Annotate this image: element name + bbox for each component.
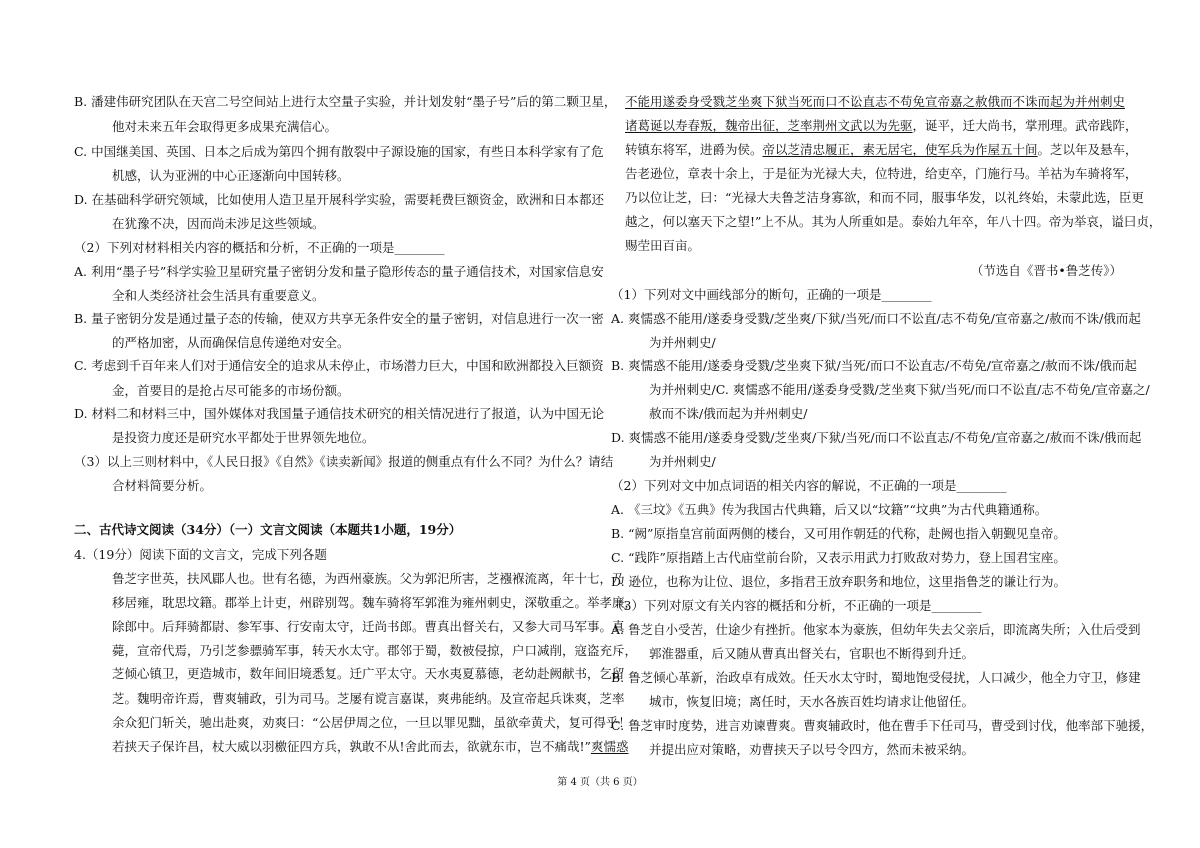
passage-line xyxy=(625,118,1138,134)
text-line: 全和人类经济社会生活具有重要意义。 xyxy=(112,288,325,303)
option-line: B. 爽懦惑不能用/遂委身受戮/芝坐爽下狱/当死/而口不讼直志/不苟免/宣帝嘉之/赦而不诛/俄而起 xyxy=(611,358,1137,373)
passage-line: 芝倾心镇卫，更造城市，数年间旧境悉复。迁广平太守。天水夷夏慕德，老幼赴阙献书，乞留 xyxy=(112,666,625,681)
option-line: 为并州刺史/ xyxy=(649,454,716,469)
text-line: 金，首要目的是抢占尽可能多的市场份额。 xyxy=(112,383,350,398)
option-line: 城市，恢复旧境；离任时，天水各族百姓均请求让他留任。 xyxy=(649,694,975,709)
text-line: D. 在基础科学研究领域，比如使用人造卫星开展科学实验，需要耗费巨额资金，欧洲和日本都还 xyxy=(74,192,605,207)
text-line: A. 利用“墨子号”科学实验卫星研究量子密钥分发和量子隐形传态的量子通信技术，对国家信息安 xyxy=(74,264,604,279)
passage-line: 移居雍，耽思坟籍。郡举上计吏，州辟别驾。魏车骑将军郭淮为雍州刺史，深敬重之。举孝廉， xyxy=(112,595,638,610)
passage-line xyxy=(625,142,1138,158)
passage-line: 余众犯门斩关，驰出赴爽，劝爽曰：“公居伊周之位，一旦以罪见黜，虽欲牵黄犬，复可得乎！ xyxy=(112,715,631,730)
text-line: B. 量子密钥分发是通过量子态的传输，使双方共享无条件安全的量子密钥，对信息进行一次一密 xyxy=(74,311,604,326)
text-line: 在犹豫不决，因而尚未涉足这些领域。 xyxy=(112,216,325,231)
underlined-text: 帝以芝清忠履正，素无居宅，使军兵为作屋五十间 xyxy=(762,142,1038,157)
question-prompt: （1）下列对文中画线部分的断句，正确的一项是________ xyxy=(611,287,932,302)
passage-text: 转镇东将军，进爵为侯。 xyxy=(625,142,763,157)
text-line: 机感，认为亚洲的中心正逐渐向中国转移。 xyxy=(112,168,350,183)
option-line: B. 鲁芝倾心革新，治政卓有成效。任天水太守时，蜀地饱受侵扰，人口减少，他全力守卫，修建 xyxy=(611,670,1141,685)
underlined-passage-line: 不能用遂委身受戮芝坐爽下狱当死而口不讼直志不苟免宣帝嘉之赦俄而不诛而起为并州刺史 xyxy=(625,94,1126,109)
text-line: 的严格加密，从而确保信息传递绝对安全。 xyxy=(112,335,350,350)
question-prompt: （3）下列对原文有关内容的概括和分析，不正确的一项是________ xyxy=(611,598,982,613)
option-line: 赦而不诛/俄而起为并州刺史/ xyxy=(649,406,808,421)
passage-line: 乃以位让芝，曰：“光禄大夫鲁芝洁身寡欲，和而不同，服事华发，以礼终始，未蒙此选，臣更 xyxy=(625,190,1144,205)
question-prompt: （3）以上三则材料中，《人民日报》《自然》《读卖新闻》报道的侧重点有什么不同？为什么？请结 xyxy=(74,454,614,469)
text-line: 合材料简要分析。 xyxy=(112,478,213,493)
text-line: B. 潘建伟研究团队在天宫二号空间站上进行太空量子实验，并计划发射“墨子号”后的第二颗卫星， xyxy=(74,94,617,109)
page-footer: 第 4 页（共 6 页） xyxy=(557,777,643,788)
option-line: A. 爽懦惑不能用/遂委身受戮/芝坐爽/下狱/当死/而口不讼直/志不苟免/宣帝嘉之/赦而不诛/俄而起 xyxy=(611,311,1141,326)
passage-text: ，诞平，迁大尚书，掌刑理。武帝践阼， xyxy=(912,118,1138,133)
option-line: D. 逊位，也称为让位、退位，多指君王放弃职务和地位，这里指鲁芝的谦让行为。 xyxy=(611,574,1067,589)
passage-text: 若挟天子保许昌，杖大威以羽檄征四方兵，孰敢不从!舍此而去，欲就东市，岂不痛哉!” xyxy=(112,739,591,754)
option-line: D. 爽懦惑不能用/遂委身受戮/芝坐爽/下狱/当死/而口不讼直志/不苟免/宣帝嘉之/赦而不诛/俄而起 xyxy=(611,430,1142,445)
option-line: C. “践阼”原指踏上古代庙堂前台阶，又表示用武力打败敌对势力，登上国君宝座。 xyxy=(611,550,1066,565)
text-line: 他对未来五年会取得更多成果充满信心。 xyxy=(112,119,338,134)
option-line: 为并州刺史/ xyxy=(649,335,716,350)
passage-line: 赐茔田百亩。 xyxy=(625,238,701,253)
question-prompt: 4.（19分）阅读下面的文言文，完成下列各题 xyxy=(74,547,327,562)
option-line: 为并州刺史/C. 爽懦惑不能用/遂委身受戮/芝坐爽下狱/当死/而口不讼直/志不苟免/宣帝嘉之/ xyxy=(649,382,1150,397)
underlined-text: 诸葛诞以寿春叛，魏帝出征，芝率荆州文武以为先驱 xyxy=(625,118,913,133)
option-line: 郭淮器重，后又随从曹真出督关右，官职也不断得到升迁。 xyxy=(649,646,975,661)
passage-line xyxy=(112,739,628,755)
passage-line: 越之，何以塞天下之望!”上不从。其为人所重如是。泰始九年卒，年八十四。帝为举哀，谥曰贞， xyxy=(625,214,1162,229)
option-line: B. “阙”原指皇宫前面两侧的楼台，又可用作朝廷的代称，赴阙也指入朝觐见皇帝。 xyxy=(611,526,1066,541)
passage-line: 鲁芝字世英，扶风郿人也。世有名德，为西州豪族。父为郭汜所害，芝襁褓流离，年十七，乃 xyxy=(112,571,625,586)
text-line: C. 考虑到千百年来人们对于通信安全的追求从未停止，市场潜力巨大，中国和欧洲都投入巨额资 xyxy=(74,358,604,373)
source-citation: （节选自《晋书•鲁芝传》） xyxy=(970,263,1122,278)
section-heading: 二、古代诗文阅读（34分）（一）文言文阅读（本题共1小题，19分） xyxy=(74,522,462,537)
option-line: 并提出应对策略，劝曹挟天子以号令四方，然而未被采纳。 xyxy=(649,742,975,757)
text-line: D. 材料二和材料三中，国外媒体对我国量子通信技术研究的相关情况进行了报道，认为中国无论 xyxy=(74,406,605,421)
underlined-text: 爽懦惑 xyxy=(590,739,629,754)
option-line: A. 《三坟》《五典》传为我国古代典籍，后又以“坟籍”“坟典”为古代典籍通称。 xyxy=(611,502,1048,517)
passage-line: 芝。魏明帝许焉，曹爽辅政，引为司马。芝屡有谠言嘉谋，爽弗能纳。及宣帝起兵诛爽，芝率 xyxy=(112,691,625,706)
text-line: C. 中国继美国、英国、日本之后成为第四个拥有散裂中子源设施的国家，有些日本科学家有了危 xyxy=(74,144,604,159)
question-prompt: （2）下列对文中加点词语的相关内容的解说，不正确的一项是________ xyxy=(611,478,1007,493)
passage-text: 。芝以年及悬车， xyxy=(1037,142,1138,157)
passage-line: 薨，宣帝代焉，乃引芝参骠骑军事，转天水太守。郡邻于蜀，数被侵掠，户口减削，寇盗充斥， xyxy=(112,643,638,658)
option-line: A. 鲁芝自小受苦，仕途少有挫折。他家本为豪族，但幼年失去父亲后，即流离失所；入仕后受到 xyxy=(611,622,1141,637)
text-line: 是投资力度还是研究水平都处于世界领先地位。 xyxy=(112,430,375,445)
question-prompt: （2）下列对材料相关内容的概括和分析，不正确的一项是________ xyxy=(74,240,445,255)
option-line: C. 鲁芝审时度势，进言劝谏曹爽。曹爽辅政时，他在曹手下任司马，曹受到讨伐，他率部下驰援， xyxy=(611,718,1154,733)
passage-line: 除郎中。后拜骑都尉、参军事、行安南太守，迁尚书郎。曹真出督关右，又参大司马军事。真 xyxy=(112,619,625,634)
passage-line: 告老逊位，章表十余上，于是征为光禄大夫，位特进，给吏卒，门施行马。羊祜为车骑将军， xyxy=(625,166,1138,181)
